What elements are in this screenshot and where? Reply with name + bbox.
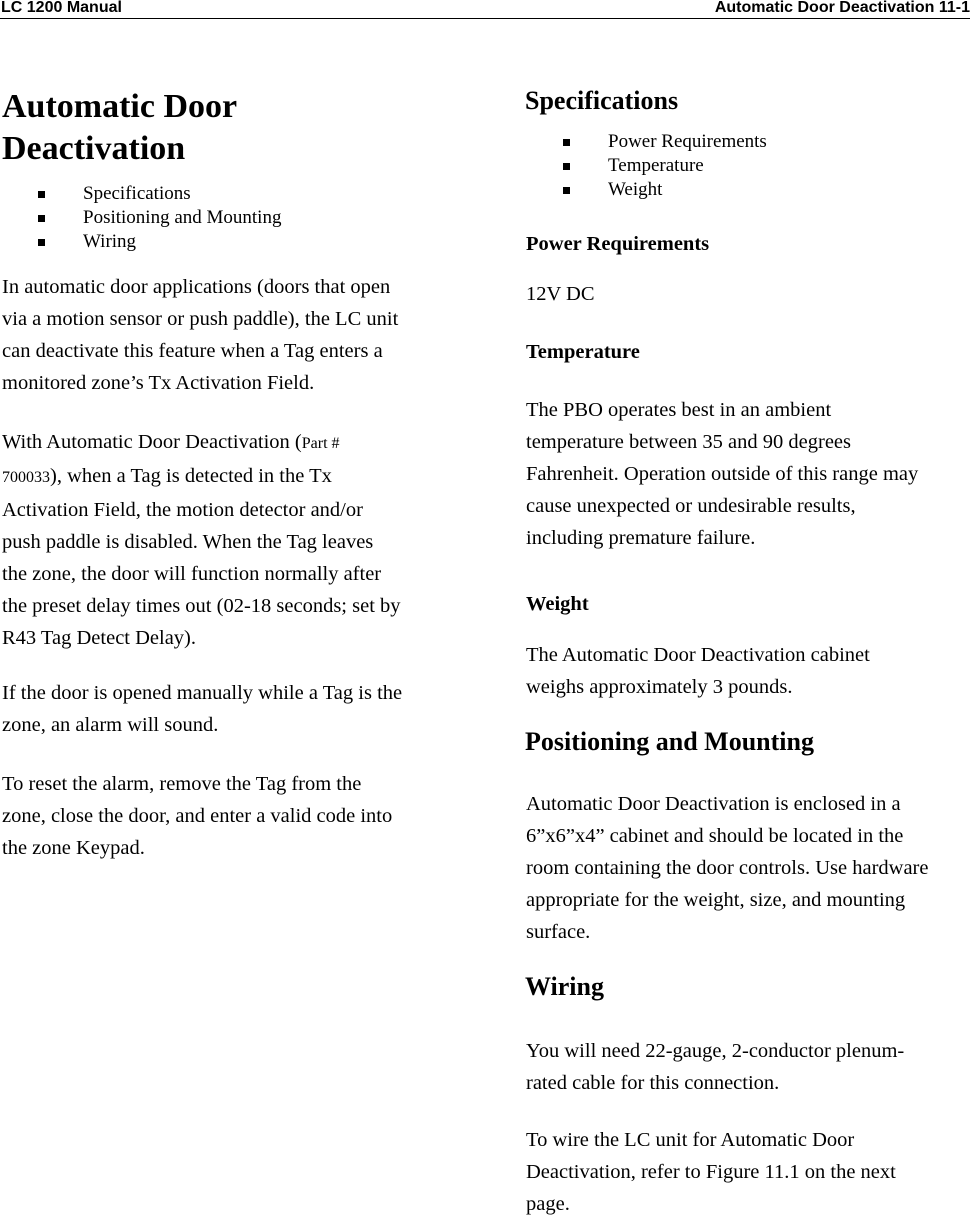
text-line: To reset the alarm, remove the Tag from the xyxy=(2,773,362,795)
text-line: the zone Keypad. xyxy=(2,837,145,859)
list-item xyxy=(563,178,963,202)
list-item-label: Weight xyxy=(608,179,663,200)
text-line: zone, an alarm will sound. xyxy=(2,714,219,736)
power-requirements-value: 12V DC xyxy=(526,283,595,305)
weight-heading: Weight xyxy=(526,593,589,615)
text-line: rated cable for this connection. xyxy=(526,1072,780,1094)
chapter-title-line-1: Automatic Door xyxy=(2,88,238,125)
text-line: via a motion sensor or push paddle), the LC unit xyxy=(2,308,399,330)
list-item xyxy=(38,206,438,230)
text-line: The PBO operates best in an ambient xyxy=(526,399,832,421)
specifications-heading: Specifications xyxy=(525,86,679,115)
text-line: In automatic door applications (doors that open xyxy=(2,276,391,298)
chapter-contents-list xyxy=(38,182,438,254)
chapter-page-label: Automatic Door Deactivation 11-1 xyxy=(714,0,970,16)
text-line: temperature between 35 and 90 degrees xyxy=(526,431,852,453)
list-item-label: Wiring xyxy=(83,231,137,252)
list-item xyxy=(38,182,438,206)
wiring-heading: Wiring xyxy=(525,972,604,1001)
page-header xyxy=(0,0,970,19)
text-line: the zone, the door will function normally after xyxy=(2,563,382,585)
text-line: weighs approximately 3 pounds. xyxy=(526,676,793,698)
part-number-value: 700033 xyxy=(2,469,50,486)
list-item xyxy=(563,130,963,154)
text-line: the preset delay times out (02-18 seconds; set by xyxy=(2,595,401,617)
manual-title: LC 1200 Manual xyxy=(1,0,122,16)
text-line: including premature failure. xyxy=(526,527,756,549)
text-line: push paddle is disabled. When the Tag leaves xyxy=(2,531,374,553)
text-line xyxy=(2,460,472,494)
manual-open-paragraph xyxy=(2,677,472,741)
bullet-square-icon xyxy=(563,139,570,146)
temperature-paragraph xyxy=(526,394,974,554)
list-item-label: Specifications xyxy=(83,183,191,204)
text-line xyxy=(2,426,472,460)
text-line: appropriate for the weight, size, and mounting xyxy=(526,889,906,911)
text-line: Activation Field, the motion detector and/or xyxy=(2,499,363,521)
reset-alarm-paragraph xyxy=(2,768,472,864)
positioning-heading: Positioning and Mounting xyxy=(525,727,814,756)
power-requirements-heading: Power Requirements xyxy=(526,233,710,255)
list-item-label: Power Requirements xyxy=(608,131,767,152)
bullet-square-icon xyxy=(563,163,570,170)
intro-paragraph xyxy=(2,271,472,399)
text-line: Deactivation, refer to Figure 11.1 on the next xyxy=(526,1161,896,1183)
deactivation-paragraph xyxy=(2,426,472,654)
wiring-figure-paragraph xyxy=(526,1124,974,1220)
text-line: The Automatic Door Deactivation cabinet xyxy=(526,644,870,666)
list-item-label: Positioning and Mounting xyxy=(83,207,282,228)
temperature-heading: Temperature xyxy=(526,341,640,363)
text-line: page. xyxy=(526,1193,570,1215)
part-number-label: Part # xyxy=(301,435,340,452)
chapter-title xyxy=(2,86,237,170)
text-line: surface. xyxy=(526,921,591,943)
positioning-paragraph xyxy=(526,788,974,948)
bullet-square-icon xyxy=(563,187,570,194)
chapter-title-line-2: Deactivation xyxy=(2,130,186,167)
weight-paragraph xyxy=(526,639,974,703)
text-line: To wire the LC unit for Automatic Door xyxy=(526,1129,855,1151)
text-line: Fahrenheit. Operation outside of this range may xyxy=(526,463,919,485)
list-item xyxy=(563,154,963,178)
list-item xyxy=(38,230,438,254)
specifications-list xyxy=(563,130,963,202)
bullet-square-icon xyxy=(38,215,45,222)
text-line: room containing the door controls. Use hardware xyxy=(526,857,929,879)
text-line: monitored zone’s Tx Activation Field. xyxy=(2,372,315,394)
text-line: can deactivate this feature when a Tag enters a xyxy=(2,340,383,362)
text-line: R43 Tag Detect Delay). xyxy=(2,627,197,649)
text-line: 6”x6”x4” cabinet and should be located in the xyxy=(526,825,904,847)
text-line: zone, close the door, and enter a valid code into xyxy=(2,805,393,827)
text-line: cause unexpected or undesirable results, xyxy=(526,495,856,517)
text-line: You will need 22-gauge, 2-conductor plenum- xyxy=(526,1040,905,1062)
text-run: ), when a Tag is detected in the Tx xyxy=(50,465,332,487)
text-line: Automatic Door Deactivation is enclosed in a xyxy=(526,793,901,815)
bullet-square-icon xyxy=(38,191,45,198)
wiring-cable-paragraph xyxy=(526,1035,974,1099)
text-run: With Automatic Door Deactivation ( xyxy=(2,431,302,453)
bullet-square-icon xyxy=(38,239,45,246)
list-item-label: Temperature xyxy=(608,155,704,176)
text-line: If the door is opened manually while a Tag is the xyxy=(2,682,403,704)
